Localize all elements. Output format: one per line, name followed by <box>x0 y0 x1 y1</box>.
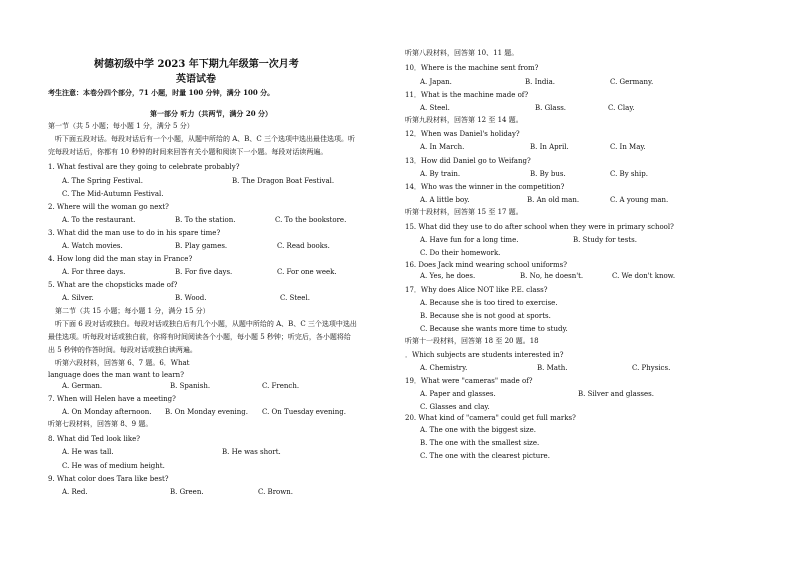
section1-title: 第一节（共 5 小题；每小题 1 分，满分 5 分） <box>48 122 194 130</box>
option: B. No, he doesn't. <box>520 272 584 280</box>
option: B. Green. <box>170 488 204 496</box>
question-6: language does the man want to learn? <box>48 371 184 379</box>
material-intro: 听第十一段材料，回答第 18 至 20 题。18 <box>405 337 539 345</box>
option: A. Yes, he does. <box>420 272 476 280</box>
option: B. Study for tests. <box>573 236 637 244</box>
option: C. He was of medium height. <box>62 462 165 470</box>
option: A. In March. <box>420 143 465 151</box>
option: A. The Spring Festival. <box>62 177 143 185</box>
question-12: 12．When was Daniel's holiday? <box>405 130 520 138</box>
option: A. By train. <box>420 170 461 178</box>
option: B. Wood. <box>175 294 207 302</box>
option: B. He was short. <box>222 448 281 456</box>
question-9: 9. What color does Tara like best? <box>48 475 169 483</box>
option: A. Steel. <box>420 104 450 112</box>
option: C. By ship. <box>610 170 648 178</box>
option: C. In May. <box>610 143 646 151</box>
question-18: ．Which subjects are students interested in? <box>405 351 564 359</box>
option: C. The one with the clearest picture. <box>420 452 550 460</box>
option: A. Watch movies. <box>62 242 123 250</box>
option: B. To the station. <box>175 216 236 224</box>
option: A. A little boy. <box>420 196 470 204</box>
section2-instructions: 出 5 秒钟的作答时间。每段对话或独白读两遍。 <box>48 346 197 354</box>
option: C. Physics. <box>632 364 671 372</box>
option: B. For five days. <box>175 268 233 276</box>
option: B. The Dragon Boat Festival. <box>232 177 335 185</box>
option: B. Silver and glasses. <box>578 390 654 398</box>
section2-title: 第二节（共 15 小题；每小题 1 分，满分 15 分） <box>55 307 210 315</box>
option: A. Paper and glasses. <box>420 390 496 398</box>
option: C. Read books. <box>277 242 330 250</box>
section2-instructions: 听下面 6 段对话或独白。每段对话或独白后有几个小题，从题中所给的 A、B、C 三个选项中选出 <box>55 320 357 328</box>
option: B. On Monday evening. <box>165 408 248 416</box>
option: C. Steel. <box>280 294 310 302</box>
option: A. Silver. <box>62 294 94 302</box>
question-8: 8. What did Ted look like? <box>48 435 140 443</box>
question-1: 1. What festival are they going to celebrate probably? <box>48 163 240 171</box>
material-intro: 听第九段材料，回答第 12 至 14 题。 <box>405 116 523 124</box>
question-20: 20. What kind of "camera" could get full marks? <box>405 414 576 422</box>
option: A. Have fun for a long time. <box>420 236 519 244</box>
section1-instructions: 完每段对话后，你都有 10 秒钟的时间来回答有关小题和阅读下一小题。每段对话读两遍。 <box>48 148 328 156</box>
question-7: 7. When will Helen have a meeting? <box>48 395 176 403</box>
option: B. Play games. <box>175 242 228 250</box>
option: C. A young man. <box>610 196 669 204</box>
option: C. On Tuesday evening. <box>262 408 346 416</box>
option: A. The one with the biggest size. <box>420 426 536 434</box>
material-intro: 听第十段材料，回答第 15 至 17 题。 <box>405 208 523 216</box>
option: A. For three days. <box>62 268 126 276</box>
option: B. Math. <box>537 364 568 372</box>
material-intro: 听第八段材料，回答第 10、11 题。 <box>405 49 519 57</box>
question-17: 17．Why does Alice NOT like P.E. class? <box>405 286 548 294</box>
option: C. Do their homework. <box>420 249 501 257</box>
option: A. Chemistry. <box>420 364 468 372</box>
question-10: 10．Where is the machine sent from? <box>405 64 539 72</box>
exam-title: 树德初级中学 2023 年下期九年级第一次月考 <box>94 59 299 70</box>
option: C. To the bookstore. <box>275 216 347 224</box>
material-intro: 听第七段材料，回答第 8、9 题。 <box>48 420 153 428</box>
question-2: 2. Where will the woman go next? <box>48 203 169 211</box>
question-15: 15. What did they use to do after school when they were in primary school? <box>405 223 674 231</box>
option: A. Japan. <box>420 78 452 86</box>
option: B. India. <box>525 78 555 86</box>
exam-notice: 考生注意：本卷分四个部分，71 小题，时量 100 分钟，满分 100 分。 <box>48 88 275 97</box>
option: C. The Mid-Autumn Festival. <box>62 190 164 198</box>
option: C. Clay. <box>608 104 635 112</box>
option: C. French. <box>262 382 300 390</box>
option: C. We don't know. <box>612 272 676 280</box>
section1-instructions: 听下面五段对话。每段对话后有一个小题，从题中所给的 A、B、C 三个选项中选出最佳选项。听 <box>55 135 356 143</box>
option: C. Glasses and clay. <box>420 403 490 411</box>
question-11: 11．What is the machine made of? <box>405 91 529 99</box>
section2-instructions: 最佳选项。听每段对话或独白前，你将有时间阅读各个小题，每小题 5 秒钟；听完后，各小题将给 <box>48 333 351 341</box>
option: A. To the restaurant. <box>62 216 136 224</box>
option: A. Red. <box>62 488 88 496</box>
option: C. Germany. <box>610 78 654 86</box>
question-3: 3. What did the man use to do in his spare time? <box>48 229 221 237</box>
option: B. In April. <box>530 143 569 151</box>
option: A. He was tall. <box>62 448 114 456</box>
option: B. Spanish. <box>170 382 211 390</box>
option: A. German. <box>62 382 103 390</box>
option: C. Brown. <box>258 488 293 496</box>
question-14: 14．Who was the winner in the competition? <box>405 183 565 191</box>
option: B. By bus. <box>530 170 566 178</box>
question-16: 16. Does Jack mind wearing school uniforms? <box>405 261 568 269</box>
question-4: 4. How long did the man stay in France? <box>48 255 193 263</box>
part1-title: 第一部分 听力（共两节，满分 20 分） <box>150 109 273 118</box>
question-13: 13．How did Daniel go to Weifang? <box>405 157 531 165</box>
option: B. Because she is not good at sports. <box>420 312 551 320</box>
material-intro: 听第六段材料，回答第 6、7 题。6．What <box>55 359 190 367</box>
option: B. The one with the smallest size. <box>420 439 540 447</box>
option: C. Because she wants more time to study. <box>420 325 568 333</box>
question-5: 5. What are the chopsticks made of? <box>48 281 178 289</box>
option: C. For one week. <box>277 268 337 276</box>
option: B. An old man. <box>527 196 580 204</box>
option: A. Because she is too tired to exercise. <box>420 299 558 307</box>
question-19: 19．What were "cameras" made of? <box>405 377 533 385</box>
option: B. Glass. <box>535 104 567 112</box>
option: A. On Monday afternoon. <box>62 408 152 416</box>
exam-subtitle: 英语试卷 <box>176 74 216 85</box>
